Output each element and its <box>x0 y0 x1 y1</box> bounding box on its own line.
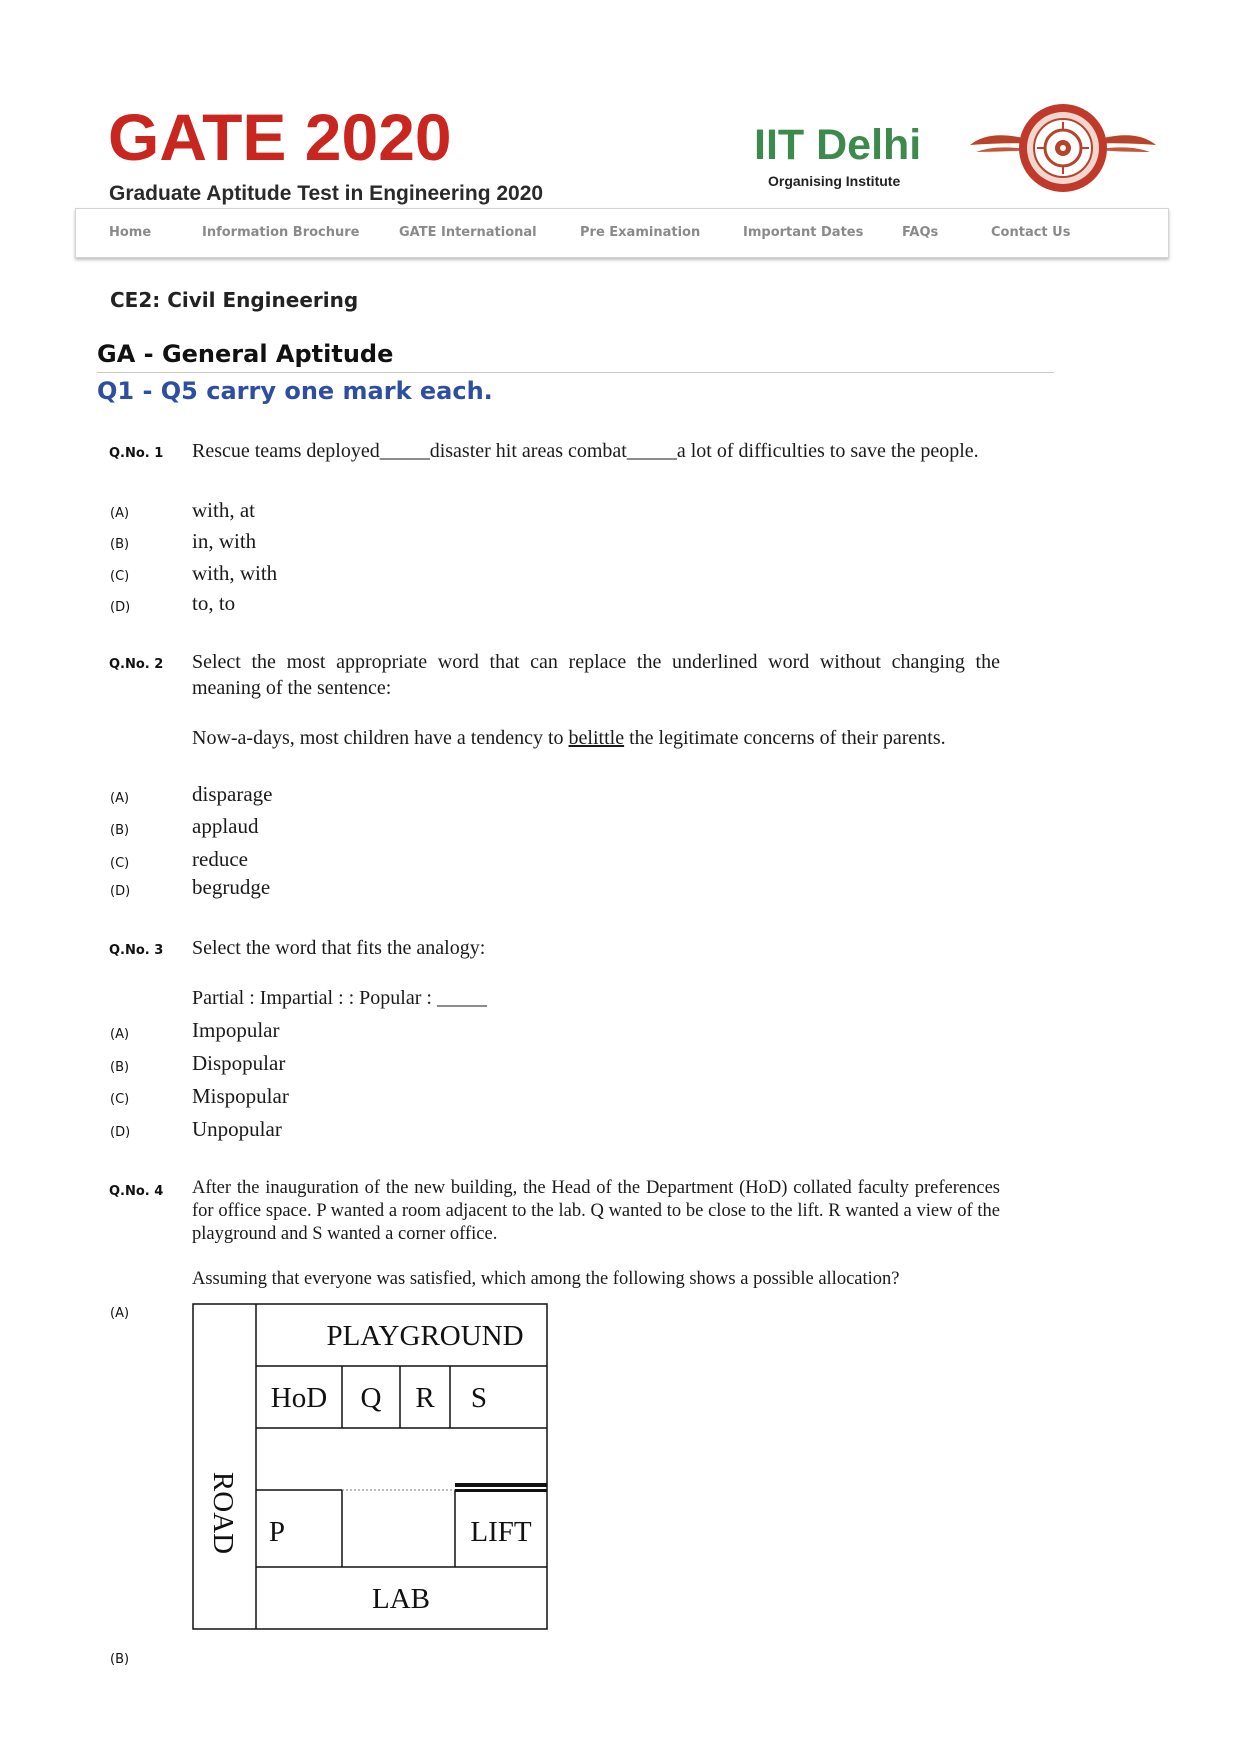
section-divider <box>97 372 1054 373</box>
diagram-r: R <box>415 1382 435 1414</box>
option-label: (B) <box>110 823 130 838</box>
analogy-text: Partial : Impartial : : Popular : _____ <box>192 987 487 1009</box>
nav-important-dates[interactable]: Important Dates <box>743 225 864 240</box>
option-text[interactable]: begrudge <box>192 875 271 899</box>
question-number: Q.No. 2 <box>109 657 164 672</box>
option-text[interactable]: applaud <box>192 814 259 838</box>
diagram-outer-border <box>193 1304 547 1629</box>
floor-plan-diagram[interactable] <box>192 1303 548 1630</box>
lift-bar-bottom <box>455 1489 547 1492</box>
nav-pre-examination[interactable]: Pre Examination <box>580 225 701 240</box>
option-label: (B) <box>110 1060 130 1075</box>
nav-faqs[interactable]: FAQs <box>902 225 939 240</box>
question-number: Q.No. 1 <box>109 446 164 461</box>
option-text[interactable]: Unpopular <box>192 1117 282 1141</box>
question-text: Select the word that fits the analogy: <box>192 937 486 959</box>
option-label: (D) <box>110 1125 131 1140</box>
question-number: Q.No. 4 <box>109 1184 164 1199</box>
iit-delhi-emblem-icon <box>968 100 1158 200</box>
option-label: (A) <box>110 791 130 806</box>
diagram-lift: LIFT <box>470 1516 532 1548</box>
option-text[interactable]: with, with <box>192 561 278 585</box>
option-text[interactable]: Mispopular <box>192 1084 289 1108</box>
option-text[interactable]: with, at <box>192 498 255 522</box>
question-text: Rescue teams deployed_____disaster hit areas combat_____a lot of difficulties to save the people. <box>192 440 979 462</box>
option-text[interactable]: to, to <box>192 591 236 615</box>
nav-gate-international[interactable]: GATE International <box>399 225 537 240</box>
option-label: (C) <box>110 569 130 584</box>
main-nav <box>75 208 1169 258</box>
question-text: After the inauguration of the new building, the Head of the Department (HoD) collated faculty preferences for office space. P wanted a room adjacent to the lab. Q wanted to be close to the lift. R wanted a view of the playground and S wanted a corner office. <box>192 1178 1000 1244</box>
diagram-lab: LAB <box>372 1583 430 1615</box>
option-label: (B) <box>110 537 130 552</box>
option-text[interactable]: disparage <box>192 782 273 806</box>
diagram-q: Q <box>360 1382 382 1414</box>
option-label: (A) <box>110 1306 130 1321</box>
diagram-hod: HoD <box>270 1382 328 1414</box>
gate-title: GATE 2020 <box>108 100 452 174</box>
option-label: (D) <box>110 884 131 899</box>
option-label: (B) <box>110 1652 130 1667</box>
question-text: Select the most appropriate word that can replace the underlined word without changing the meaning of the sentence: <box>192 651 1000 699</box>
option-text[interactable]: Impopular <box>192 1018 280 1042</box>
option-label: (D) <box>110 600 131 615</box>
nav-home[interactable]: Home <box>109 225 152 240</box>
marks-note: Q1 - Q5 carry one mark each. <box>97 377 493 405</box>
question-number: Q.No. 3 <box>109 943 164 958</box>
option-label: (A) <box>110 1027 130 1042</box>
department-heading: CE2: Civil Engineering <box>110 288 359 312</box>
lift-bar-top <box>455 1483 547 1487</box>
option-text[interactable]: Dispopular <box>192 1051 286 1075</box>
gate-subtitle: Graduate Aptitude Test in Engineering 2020 <box>109 182 544 205</box>
institute-name: IIT Delhi <box>754 121 922 169</box>
nav-contact-us[interactable]: Contact Us <box>991 225 1071 240</box>
diagram-playground: PLAYGROUND <box>326 1320 524 1352</box>
option-label: (C) <box>110 856 130 871</box>
diagram-road: ROAD <box>207 1471 239 1555</box>
option-label: (C) <box>110 1092 130 1107</box>
institute-tag: Organising Institute <box>768 173 901 189</box>
diagram-s: S <box>470 1382 488 1414</box>
question-sentence: Now-a-days, most children have a tendency to belittle the legitimate concerns of their parents. <box>192 727 946 749</box>
section-heading: GA - General Aptitude <box>97 340 394 368</box>
nav-information-brochure[interactable]: Information Brochure <box>202 225 360 240</box>
underlined-word: belittle <box>568 727 625 749</box>
question-prompt: Assuming that everyone was satisfied, which among the following shows a possible allocation? <box>192 1269 900 1289</box>
option-text[interactable]: reduce <box>192 847 248 871</box>
option-label: (A) <box>110 506 130 521</box>
diagram-p: P <box>268 1516 286 1548</box>
option-text[interactable]: in, with <box>192 529 257 553</box>
